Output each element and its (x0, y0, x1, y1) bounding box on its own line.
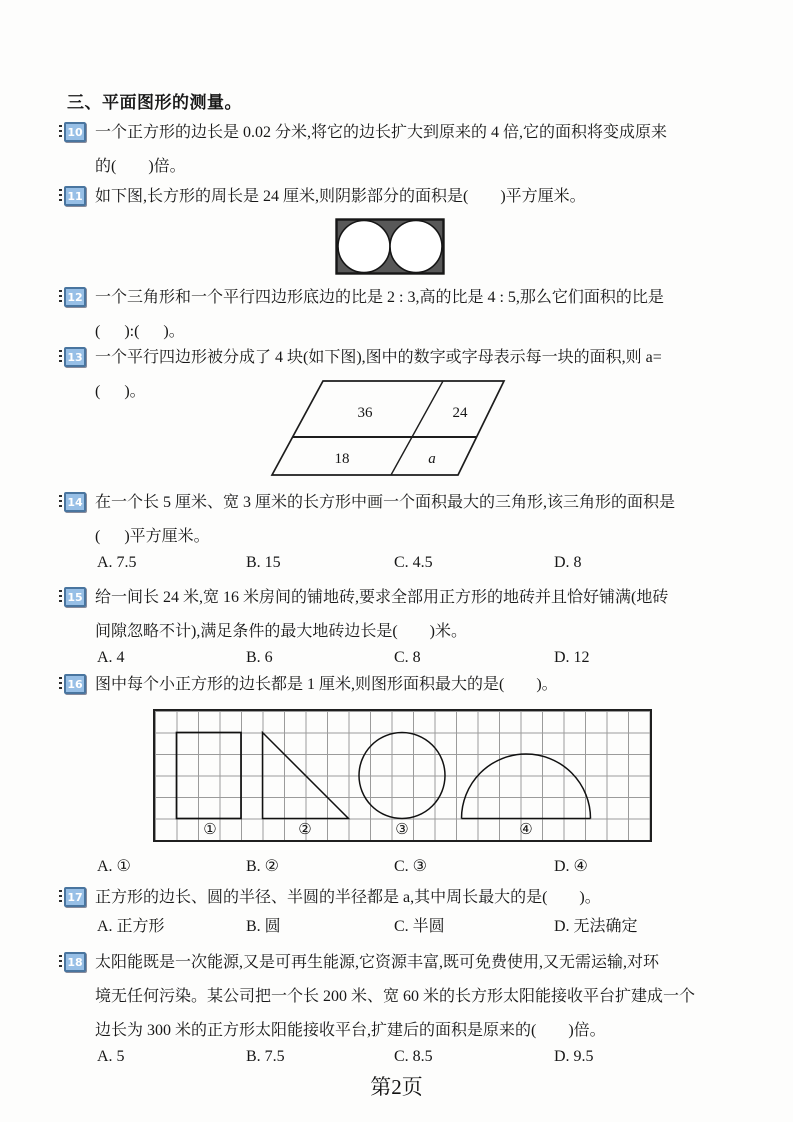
question-18 (64, 946, 745, 1072)
option-d: D. 12 (554, 649, 590, 666)
option-b: B. 7.5 (246, 1048, 285, 1065)
shaded-rectangle-figure (335, 218, 445, 276)
option-a: A. 7.5 (97, 554, 137, 571)
question-text-line: 一个平行四边形被分成了 4 块(如下图),图中的数字或字母表示每一块的面积,则 a= (95, 349, 662, 366)
answer-and-figure-row (95, 375, 745, 477)
option-d: D. 无法确定 (554, 918, 638, 935)
question-number-badge: 13 (64, 347, 86, 367)
option-c: C. 8 (394, 649, 421, 666)
question-body (95, 668, 745, 882)
question-number-badge: 12 (64, 287, 86, 307)
question-text-line: 边长为 300 米的正方形太阳能接收平台,扩建后的面积是原来的( )倍。 (95, 1022, 606, 1039)
shape-label-4: ④ (519, 822, 533, 838)
question-text-line: ( )平方厘米。 (95, 528, 210, 545)
left-circle (338, 221, 390, 273)
area-label-top-right: 24 (452, 405, 468, 421)
question-number-badge: 16 (64, 674, 86, 694)
question-number-badge: 15 (64, 587, 86, 607)
option-d: D. 9.5 (554, 1048, 594, 1065)
question-13 (64, 341, 745, 477)
question-16 (64, 668, 745, 882)
area-label-bottom-right: a (428, 451, 436, 467)
question-text-line: 如下图,长方形的周长是 24 厘米,则阴影部分的面积是( )平方厘米。 (95, 188, 586, 205)
option-c: C. 4.5 (394, 554, 433, 571)
question-text-line: 在一个长 5 厘米、宽 3 厘米的长方形中画一个面积最大的三角形,该三角形的面积是 (95, 494, 676, 511)
question-body (95, 881, 745, 942)
question-10 (64, 116, 745, 184)
question-number-badge: 14 (64, 492, 86, 512)
right-circle (390, 221, 442, 273)
options-row (95, 1042, 745, 1072)
parallelogram-outline (272, 381, 504, 475)
question-number-badge: 17 (64, 887, 86, 907)
option-b: B. 15 (246, 554, 281, 571)
options-row (95, 852, 745, 882)
question-text-line: 间隙忽略不计),满足条件的最大地砖边长是( )米。 (95, 623, 467, 640)
question-body (95, 116, 745, 184)
area-label-top-left: 36 (357, 405, 373, 421)
option-a: A. 5 (97, 1048, 125, 1065)
question-11 (64, 180, 745, 276)
shape-2-triangle (263, 733, 349, 819)
question-text-line: 境无任何污染。某公司把一个长 200 米、宽 60 米的长方形太阳能接收平台扩建成一个 (95, 988, 696, 1005)
grid-shapes-overlay (155, 711, 650, 840)
shape-label-1: ① (203, 822, 217, 838)
question-17 (64, 881, 745, 942)
option-d: D. ④ (554, 858, 588, 875)
option-c: C. 8.5 (394, 1048, 433, 1065)
question-text-line: 的( )倍。 (95, 158, 186, 175)
page-number: 第2页 (370, 1075, 423, 1099)
question-text-line: ( ):( )。 (95, 323, 185, 340)
question-number-badge: 18 (64, 952, 86, 972)
question-14 (64, 486, 745, 578)
options-row (95, 548, 745, 578)
question-body (95, 946, 745, 1072)
question-text-line: 一个正方形的边长是 0.02 分米,将它的边长扩大到原来的 4 倍,它的面积将变成原来 (95, 124, 668, 141)
option-c: C. 半圆 (394, 918, 445, 935)
option-c: C. ③ (394, 858, 428, 875)
question-text-line: ( )。 (95, 383, 146, 400)
shape-label-3: ③ (395, 822, 409, 838)
question-body (95, 341, 745, 477)
question-text-line: 一个三角形和一个平行四边形底边的比是 2 : 3,高的比是 4 : 5,那么它们面积的比是 (95, 289, 664, 306)
shape-3-circle (359, 733, 445, 819)
shape-label-2: ② (298, 822, 312, 838)
option-d: D. 8 (554, 554, 582, 571)
area-label-bottom-left: 18 (334, 451, 350, 467)
question-text-line: 给一间长 24 米,宽 16 米房间的铺地砖,要求全部用正方形的地砖并且恰好铺满(地砖 (95, 589, 669, 606)
question-body (95, 180, 745, 276)
question-text-line: 正方形的边长、圆的半径、半圆的半径都是 a,其中周长最大的是( )。 (95, 889, 601, 906)
shape-1-rectangle (177, 733, 242, 819)
question-number-badge: 10 (64, 122, 86, 142)
option-a: A. ① (97, 858, 131, 875)
section-title: 三、平面图形的测量。 (67, 93, 242, 113)
shape-4-semicircle (462, 754, 591, 819)
question-12 (64, 281, 745, 349)
option-a: A. 4 (97, 649, 125, 666)
question-body (95, 486, 745, 578)
option-b: B. 圆 (246, 918, 281, 935)
option-b: B. ② (246, 858, 280, 875)
option-a: A. 正方形 (97, 918, 165, 935)
options-row (95, 912, 745, 942)
question-text-line: 太阳能既是一次能源,又是可再生能源,它资源丰富,既可免费使用,又无需运输,对环 (95, 954, 660, 971)
question-body (95, 281, 745, 349)
unit-grid-figure (153, 709, 652, 842)
question-text-line: 图中每个小正方形的边长都是 1 厘米,则图形面积最大的是( )。 (95, 676, 558, 693)
parallelogram-figure (270, 379, 507, 477)
question-number-badge: 11 (64, 186, 86, 206)
question-15 (64, 581, 745, 673)
option-b: B. 6 (246, 649, 273, 666)
question-body (95, 581, 745, 673)
